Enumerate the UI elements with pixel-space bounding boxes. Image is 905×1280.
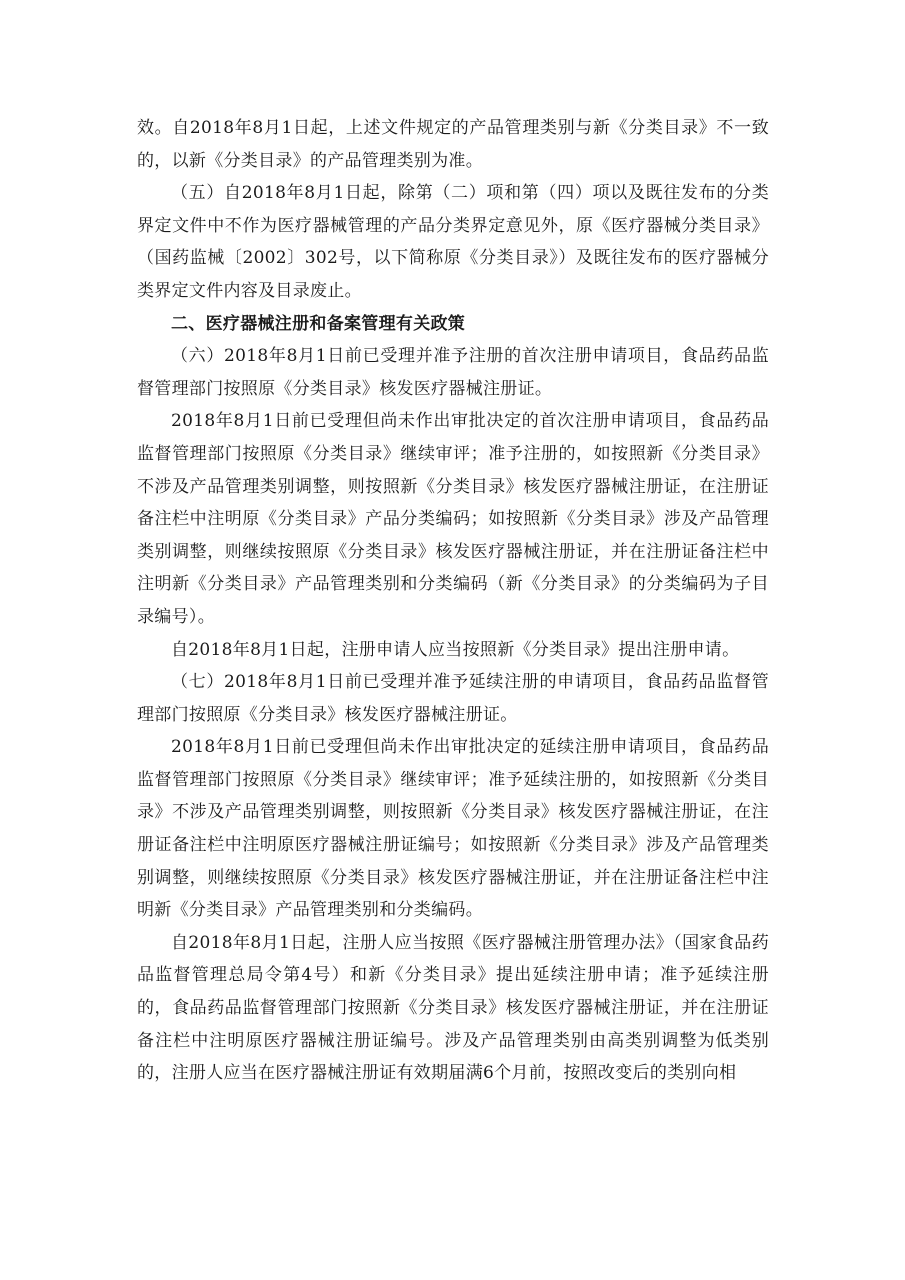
section-heading: 二、医疗器械注册和备案管理有关政策 — [171, 313, 466, 334]
paragraph-item-5: （五）自2018年8月1日起，除第（二）项和第（四）项以及既往发布的分类界定文件中不作为医疗器械管理的产品分类界定意见外，原《医疗器械分类目录》（国药监械〔2002〕302号，以下简称原《分类目录》）及既往发布的医疗器械分类界定文件内容及目录废止。 — [137, 183, 769, 301]
paragraph-renewal-application: 自2018年8月1日起，注册人应当按照《医疗器械注册管理办法》（国家食品药品监督管理总局令第4号）和新《分类目录》提出延续注册申请；准予延续注册的，食品药品监督管理部门按照新《分类目录》核发医疗器械注册证，并在注册证备注栏中注明原医疗器械注册证编号。涉及产品管理类别由高类别调整为低类别的，注册人应当在医疗器械注册证有效期届满6个月前，按照改变后的类别向相 — [137, 932, 769, 1084]
paragraph-renewal-review: 2018年8月1日前已受理但尚未作出审批决定的延续注册申请项目，食品药品监督管理部门按照原《分类目录》继续审评；准予延续注册的，如按照新《分类目录》不涉及产品管理类别调整，则按照新《分类目录》核发医疗器械注册证，在注册证备注栏中注明原医疗器械注册证编号；如按照新《分类目录》涉及产品管理类别调整，则继续按照原《分类目录》核发医疗器械注册证，并在注册证备注栏中注明新《分类目录》产品管理类别和分类编码。 — [137, 737, 769, 921]
paragraph-continuation: 效。自2018年8月1日起，上述文件规定的产品管理类别与新《分类目录》不一致的，以新《分类目录》的产品管理类别为准。 — [137, 118, 769, 171]
paragraph-initial-registration: 2018年8月1日前已受理但尚未作出审批决定的首次注册申请项目，食品药品监督管理部门按照原《分类目录》继续审评；准予注册的，如按照新《分类目录》不涉及产品管理类别调整，则按照新《分类目录》核发医疗器械注册证，在注册证备注栏中注明原《分类目录》产品分类编码；如按照新《分类目录》涉及产品管理类别调整，则继续按照原《分类目录》核发医疗器械注册证，并在注册证备注栏中注明新《分类目录》产品管理类别和分类编码（新《分类目录》的分类编码为子目录编号）。 — [137, 411, 769, 627]
document-body — [137, 112, 769, 1090]
paragraph-registration-application: 自2018年8月1日起，注册申请人应当按照新《分类目录》提出注册申请。 — [171, 639, 740, 660]
paragraph-item-6: （六）2018年8月1日前已受理并准予注册的首次注册申请项目，食品药品监督管理部门按照原《分类目录》核发医疗器械注册证。 — [137, 346, 769, 399]
paragraph-item-7: （七）2018年8月1日前已受理并准予延续注册的申请项目，食品药品监督管理部门按照原《分类目录》核发医疗器械注册证。 — [137, 672, 769, 725]
